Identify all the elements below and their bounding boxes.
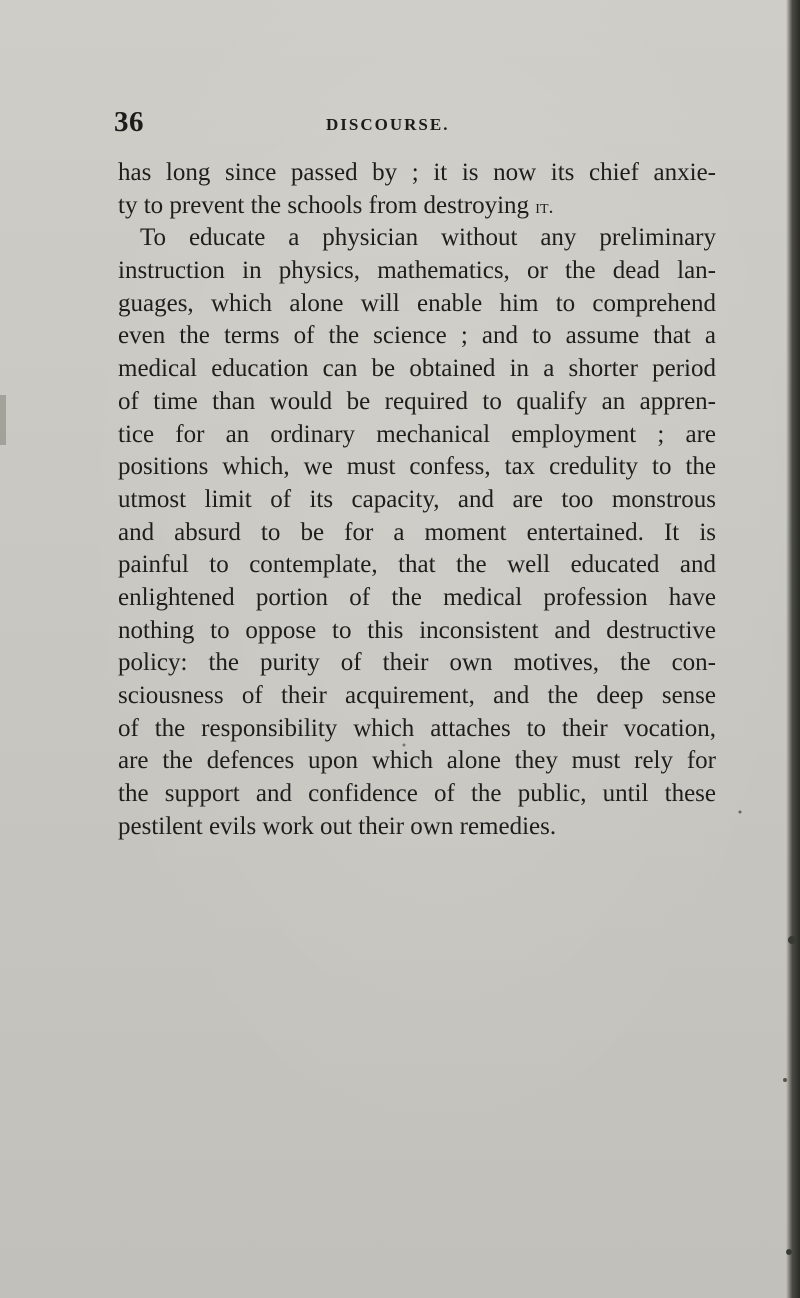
text-line: policy: the purity of their own motives, the con-: [118, 649, 716, 677]
text-line: and absurd to be for a moment entertained. It is: [118, 518, 716, 546]
text-line-smallcaps: it.: [535, 195, 554, 218]
text-line: pestilent evils work out their own remedies.: [118, 812, 557, 840]
speck: [783, 1078, 787, 1082]
speck: [739, 811, 742, 814]
text-line-part: ty to prevent the schools from destroying: [118, 191, 536, 219]
text-line: To educate a physician without any preliminary: [140, 224, 716, 252]
speck: [788, 936, 796, 944]
text-line: of time than would be required to qualify an appren-: [118, 387, 716, 415]
text-line: utmost limit of its capacity, and are too monstrous: [118, 485, 716, 513]
text-line: guages, which alone will enable him to comprehend: [118, 289, 716, 317]
text-line: medical education can be obtained in a shorter period: [118, 355, 716, 383]
text-line: enlightened portion of the medical profession have: [118, 583, 716, 611]
text-line: has long since passed by ; it is now its chief anxie-: [118, 159, 716, 186]
text-line: tice for an ordinary mechanical employment ; are: [118, 420, 716, 448]
text-line: of the responsibility which attaches to their vocation,: [118, 714, 716, 742]
text-line: even the terms of the science ; and to assume that a: [118, 322, 716, 350]
page-number: 36: [114, 106, 144, 138]
text-line: are the defences upon which alone they must rely for: [118, 747, 716, 775]
speck: [786, 1249, 792, 1255]
speck: [403, 744, 406, 747]
running-head: DISCOURSE.: [326, 115, 450, 134]
text-line: positions which, we must confess, tax credulity to the: [118, 453, 716, 481]
text-line: the support and confidence of the public, until these: [118, 780, 716, 808]
text-line: nothing to oppose to this inconsistent and destructive: [118, 616, 716, 644]
text-line: painful to contemplate, that the well educated and: [118, 551, 716, 579]
text-line: instruction in physics, mathematics, or the dead lan-: [118, 257, 716, 285]
text-line: sciousness of their acquirement, and the deep sense: [118, 682, 716, 709]
